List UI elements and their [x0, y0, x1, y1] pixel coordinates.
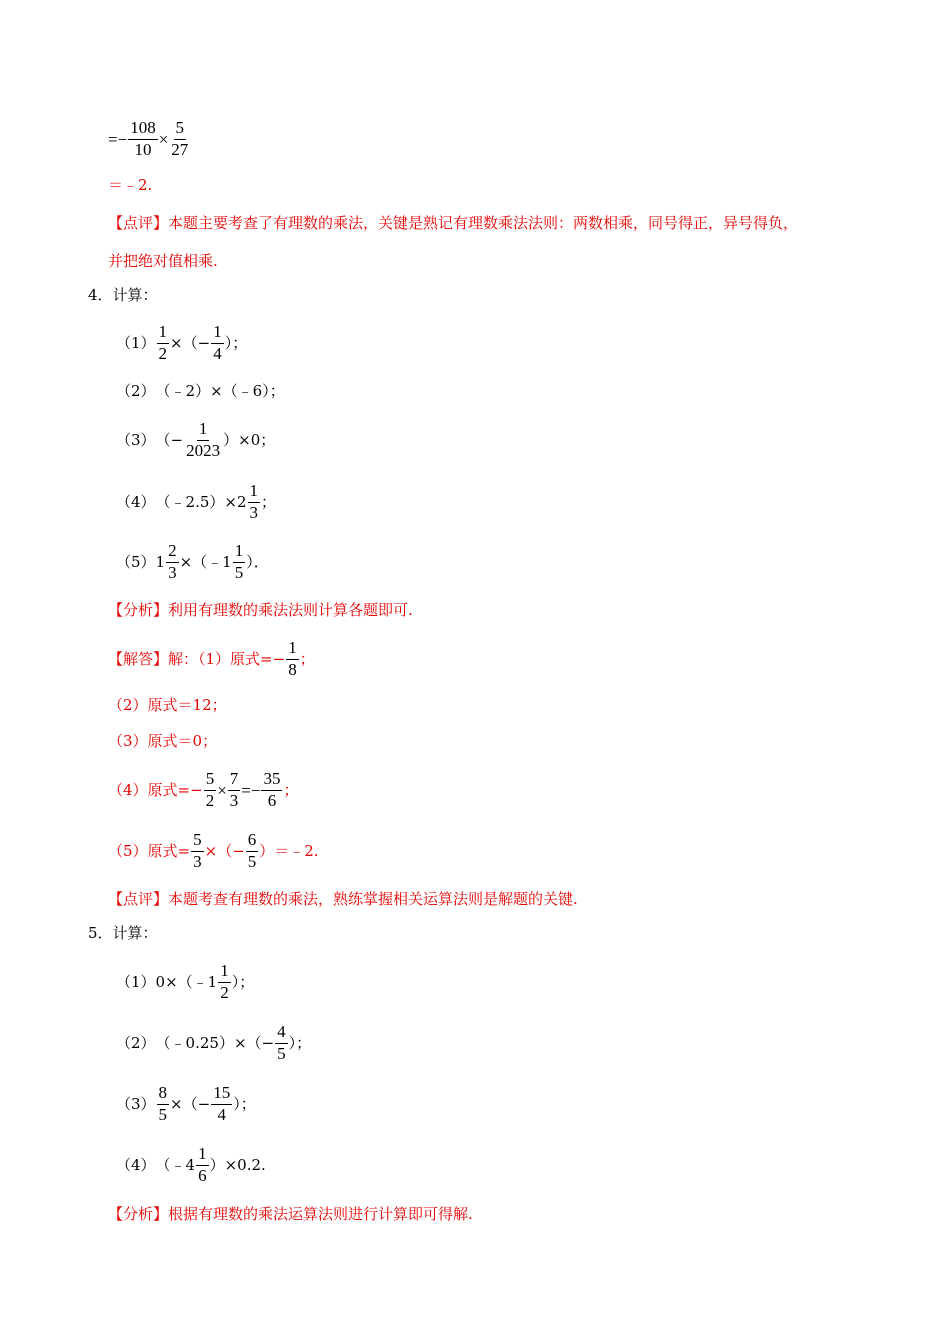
q4-answer-tag: 【解答】 — [108, 649, 169, 668]
q4-item-3-pre: （− — [155, 430, 184, 449]
q4-answer-5-end: ）＝﹣2. — [259, 841, 319, 860]
q5-item-3-mid: ×（− — [170, 1094, 211, 1113]
q4-item-1-frac-2: $\frac{1}{4}$ — [213, 321, 222, 363]
q5-item-2 — [116, 1022, 311, 1064]
q4-analysis-tag: 【分析】 — [108, 601, 169, 619]
q4-item-1 — [116, 322, 247, 364]
q5-item-1-end: ）； — [231, 972, 255, 991]
q4-item-5-pre: 1 — [155, 552, 166, 571]
q4-heading: 4．计算： — [88, 286, 158, 304]
q4-answer-5 — [108, 830, 319, 872]
q4-answer-5-mid: ×（− — [204, 841, 245, 860]
q4-item-4-end: ； — [261, 492, 277, 511]
q4-answer-4 — [108, 769, 298, 811]
p3-comment-line1 — [108, 216, 798, 231]
q5-item-4-frac: $\frac{1}{6}$ — [198, 1143, 207, 1185]
q4-item-4 — [116, 481, 276, 523]
q4-item-2-label: （2） — [116, 382, 156, 400]
p3-comment-tag: 【点评】 — [108, 214, 169, 232]
q5-item-3-frac-2: $\frac{15}{4}$ — [213, 1082, 231, 1124]
q4-answer-2: （2）原式＝12； — [108, 696, 227, 714]
q5-analysis — [108, 1207, 473, 1222]
q4-answer-1-end: ； — [299, 649, 315, 668]
q5-analysis-text: 根据有理数的乘法运算法则进行计算即可得解. — [168, 1205, 473, 1223]
q5-item-2-frac: $\frac{4}{5}$ — [277, 1021, 286, 1063]
q4-answer-1-frac: $\frac{1}{8}$ — [288, 637, 297, 679]
p3-comment-line2: 并把绝对值相乘. — [108, 252, 218, 270]
q4-answer-4-frac-2: $\frac{7}{3}$ — [229, 768, 239, 810]
p3-fraction-1: $\frac{108}{10}$ — [130, 117, 156, 159]
p3-fraction-2: $\frac{5}{27}$ — [171, 117, 189, 159]
q5-item-2-label: （2） — [116, 1033, 156, 1052]
q4-item-5-mid: ×（﹣1 — [179, 552, 232, 571]
q5-item-3-label: （3） — [116, 1094, 156, 1113]
q4-item-2 — [116, 384, 285, 399]
q4-item-5-end: ）． — [246, 552, 269, 571]
q4-item-5-frac-1: $\frac{2}{3}$ — [168, 540, 177, 582]
q5-item-2-end: ）； — [288, 1033, 312, 1052]
q4-answer-1-prefix: 解：（1）原式=− — [168, 649, 286, 668]
p3-step — [108, 118, 191, 160]
q4-answer-4-end: ； — [283, 780, 299, 799]
q5-heading: 5．计算： — [88, 924, 158, 942]
p3-result: ＝﹣2. — [108, 176, 153, 194]
q4-item-1-label: （1） — [116, 333, 156, 352]
q4-analysis-text: 利用有理数的乘法法则计算各题即可. — [168, 601, 413, 619]
q5-analysis-tag: 【分析】 — [108, 1205, 169, 1223]
q5-item-4-pre: （﹣4 — [155, 1155, 196, 1174]
q4-item-1-end: ）； — [224, 333, 248, 352]
q4-answer-5-frac-2: $\frac{6}{5}$ — [247, 829, 257, 871]
q4-item-4-label: （4） — [116, 492, 156, 511]
q4-comment — [108, 892, 578, 907]
q4-item-5 — [116, 541, 269, 583]
q4-answer-4-frac-1: $\frac{5}{2}$ — [205, 768, 215, 810]
q5-item-1 — [116, 961, 254, 1003]
q4-answer-1 — [108, 638, 315, 680]
q4-comment-text: 本题考查有理数的乘法，熟练掌握相关运算法则是解题的关键. — [168, 890, 578, 908]
q4-item-1-frac-1: $\frac{1}{2}$ — [158, 321, 168, 363]
p3-step-prefix: =− — [108, 129, 128, 149]
q4-item-3-label: （3） — [116, 430, 156, 449]
q4-answer-4-frac-3: $\frac{35}{6}$ — [263, 768, 281, 810]
q5-item-1-label: （1） — [116, 972, 156, 991]
q4-analysis — [108, 603, 413, 618]
q4-item-4-frac: $\frac{1}{3}$ — [249, 480, 259, 522]
q4-item-3-end: ）×0； — [223, 430, 276, 449]
q5-item-3-frac-1: $\frac{8}{5}$ — [158, 1082, 168, 1124]
p3-comment-text: 本题主要考查了有理数的乘法，关键是熟记有理数乘法法则：两数相乘，同号得正，异号得负， — [168, 214, 799, 232]
q4-answer-4-eq: =− — [241, 780, 261, 800]
q4-item-5-frac-2: $\frac{1}{5}$ — [234, 540, 244, 582]
q5-item-2-pre: （﹣0.25）×（− — [155, 1033, 275, 1052]
q5-item-1-frac: $\frac{1}{2}$ — [220, 960, 229, 1002]
q5-item-4-label: （4） — [116, 1155, 156, 1174]
q4-item-3-frac: $\frac{1}{2023}$ — [186, 418, 221, 460]
q4-item-4-pre: （﹣2.5）×2 — [155, 492, 247, 511]
q5-item-4 — [116, 1144, 266, 1186]
q4-answer-5-prefix: （5）原式= — [108, 841, 191, 860]
q4-item-2-text: （﹣2）×（﹣6）； — [155, 382, 285, 400]
q4-answer-4-prefix: （4）原式=− — [108, 780, 203, 799]
q5-item-3-end: ）； — [233, 1094, 256, 1113]
q4-comment-tag: 【点评】 — [108, 890, 169, 908]
q4-answer-5-frac-1: $\frac{5}{3}$ — [193, 829, 202, 871]
q4-answer-4-times: × — [217, 780, 227, 800]
p3-times: × — [158, 129, 169, 149]
q5-item-4-end: ）×0.2. — [209, 1155, 266, 1174]
q5-item-3 — [116, 1083, 256, 1125]
q4-item-5-label: （5） — [116, 552, 156, 571]
q5-item-1-pre: 0×（﹣1 — [155, 972, 218, 991]
q4-answer-3: （3）原式＝0； — [108, 732, 218, 750]
q4-item-1-mid: ×（− — [170, 333, 211, 352]
q4-item-3 — [116, 419, 275, 461]
